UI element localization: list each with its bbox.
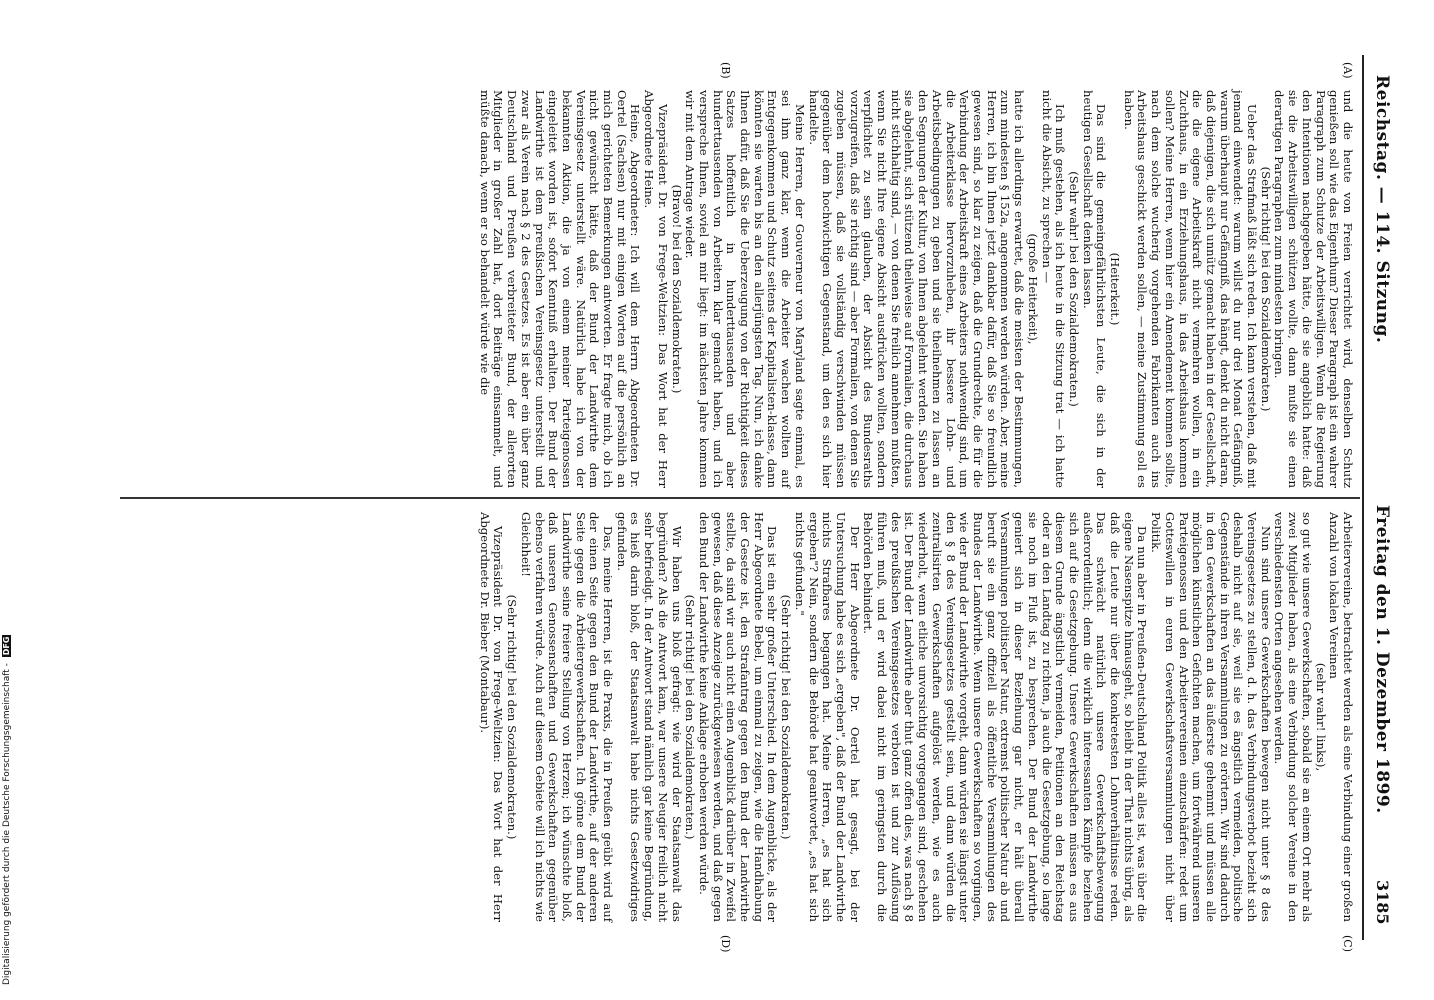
- paragraph: Der Herr Abgeordnete Dr. Oertel hat gesagt, bei der Untersuchung habe es sich „ergeben", daß der Bund der Landwirthe nichts Strafbares begangen hat. Meine Herren, „es hat sich ergeben"? Nein, sondern die Behörde hat geantwortet, „es hat sich nichts gefunden.": [792, 512, 862, 922]
- paragraph: Arbeitervereine, betrachtet werden als eine Verbindung einer großen Anzahl von lokalen Vereinen: [1327, 512, 1355, 922]
- margin-mark-b: (B): [719, 62, 732, 79]
- interjection: (Sehr richtig! bei den Sozialdemokraten.): [1258, 166, 1273, 412]
- speaker-paragraph: Vizepräsident Dr. von Frege-Weltzien: Das Wort hat der Herr Abgeordnete Heine.: [642, 90, 670, 488]
- speaker-paragraph: Heine, Abgeordneter: Ich will dem Herrn Abgeordneten Dr. Oertel (Sachsen) nur mit einigen Worten auf die persönlich an mich gerichteten Bemerkungen antworten. Er fragte mich, ob ich nicht gewünscht hätte, daß der Bund der Landwirthe dem Vereinsgesetz unterstellt wäre. Natürlich habe ich von der bekannten Aktion, die ja von einem meiner Parteigenossen eingeleitet worden ist, sofort Kenntniß erhalten. Der Bund der Landwirthe ist dem preußischen Vereinsgesetz unterstellt und zwar als Verein nach § 2 des Gesetzes. Es ist aber ein über ganz Deutschland und Preußen verbreiteter Bund, der allerorten Mitglieder in großer Zahl hat, dort Beiträge einsammelt, und müßte danach, wenn er so behandelt würde wie die: [477, 90, 643, 488]
- speaker-paragraph: Vizepräsident Dr. von Frege-Weltzien: Das Wort hat der Herr Abgeordnete Dr. Bieber (Montabaur).: [477, 512, 506, 922]
- dfg-logo: DFG: [2, 636, 11, 656]
- interjection: (Bravo! bei den Sozialdemokraten.): [669, 184, 684, 394]
- page-number: 3185: [1373, 880, 1392, 925]
- paragraph: und die heute von Freien verrichtet wird, denselben Schutz genießen soll wie das Eigenthum? Dieser Paragraph ist ein wahrer Paragraph zum Schutze der Arbeitswilligen. Wenn die Regierung den Intentionen nachgegeben hätte, die sie angeblich hatte: daß sie die Arbeitswilligen schützen wollte, dann mußte sie einen derartigen Paragraphen zum mindesten bringen.: [1272, 90, 1355, 488]
- paragraph: hatte ich allerdings erwartet, daß die meisten der Bestimmungen, zum mindesten § 152a, angenommen werden würden. Aber, meine Herren, ich bin Ihnen jetzt dankbar dafür, daß Sie so freundlich gewesen sind, so klar zu zeigen, daß die Grundrechte, die für die Verbindung der Arbeitskraft eines Arbeiters nothwendig sind, um die Arbeiterklasse hervorzuheben, ihr bessere Lohn- und Arbeitsbedingungen zu geben und sie theilnehmen zu lassen an den Segnungen der Kultur, von Ihnen abgelehnt werden. Sie haben sie abgelehnt, sich stützend theilweise auf Formalien, die durchaus nicht stichhaltig sind, — von denen Sie freilich annehmen mußten, wenn Sie nicht Ihre eigene Absicht ausdrücken wollten, sondern verpflichtet zu sein glauben, der Absicht des Bundesraths vorzugreifen, daß sie richtig sind — aber Formalien, von denen Sie zugeben müssen, daß sie vollständig verschwinden müssen gegenüber dem hochwichtigen Gegenstand, um den es sich hier handelte.: [806, 90, 1027, 488]
- column-divider: [120, 497, 1360, 499]
- interjection: (Sehr richtig! bei den Sozialdemokraten.): [683, 594, 698, 840]
- interjection: (Sehr richtig! bei den Sozialdemokraten.): [779, 594, 794, 840]
- interjection: (Sehr richtig! bei den Sozialdemokraten.): [505, 594, 520, 840]
- paragraph: Das sind die gemeingefährlichsten Leute, die sich in der heutigen Gesellschaft denken lassen.: [1080, 90, 1109, 488]
- digitization-credit: [2, 635, 12, 985]
- right-column: [477, 512, 1354, 922]
- interjection: (sehr wahr! links),: [1313, 662, 1328, 772]
- margin-mark-a: (A): [1341, 62, 1354, 79]
- paragraph: Da nun aber in Preußen-Deutschland Politik alles ist, was über die eigene Nasenspitze hinausgeht, so bleibt in der That nichts übrig, als daß die Leute nur über die konkretesten Lohnverhältnisse reden. Das schwächt natürlich unsere Gewerkschaftsbewegung außerordentlich; denn die wirklich interessanten Kämpfe beziehen sich auf die Gesetzgebung. Unsere Gewerkschaften müssen es aus diesem Grunde ängstlich vermeiden, Petitionen an den Reichstag oder an den Landtag zu richten, ja auch die Gesetzgebung, so lange sie noch im Fluß ist, zu besprechen. Der Bund der Landwirthe geniert sich in dieser Beziehung gar nicht, er hält überall Versammlungen politischer Natur, extremst politischer Natur ab und beruft sie ein ganz offiziell als öffentliche Versammlungen des Bundes der Landwirthe. Wenn unsere Gewerkschaften so vorgingen, wie der Bund der Landwirthe vorgeht, dann würden sie längst unter den § 8 des Vereinsgesetzes gestellt sein, und dann würden die zentralisirten Gewerkschaften aufgelöst werden, wie es auch wiederholt, wenn etliche unvorsichtig vorgegangen sind, geschehen ist. Der Bund der Landwirthe aber thut ganz offen dies, was nach § 8 des preußischen Vereinsgesetzes verboten ist und zur Auflösung führen muß, und er wird dabei nicht im geringsten durch die Behörden behindert.: [861, 512, 1150, 922]
- interjection: (Sehr wahr! bei den Sozialdemokraten.): [1066, 171, 1081, 407]
- paragraph: Das, meine Herren, ist die Praxis, die in Preußen geübt wird auf der einen Seite gegen den Bund der Landwirthe, auf der anderen Seite gegen die Arbeitergewerkschaften. Ich gönne dem Bund der Landwirthe seine freiere Stellung von Herzen; ich wünschte bloß, daß unseren Genossenschaften und Gewerkschaften gegenüber ebenso verfahren würde. Auch auf diesem Gebiete will ich nichts wie Gleichheit!: [518, 512, 616, 922]
- paragraph: Wir haben uns bloß gefragt: wie wird der Staatsanwalt das begründen? Als die Antwort kam, war unsere Neugier freilich nicht sehr befriedigt. In der Antwort stand nämlich gar keine Begründung, es hieß darin bloß, der Staatsanwalt habe nichts Gesetzwidriges gefunden.: [614, 512, 684, 922]
- interjection: (Heiterkeit.): [1108, 252, 1123, 326]
- margin-mark-c: (C): [1341, 935, 1354, 952]
- page-header-right: Freitag den 1. Dezember 1899.: [1372, 505, 1392, 814]
- paragraph: Ich muß gestehen, als ich heute in die Sitzung trat — ich hatte nicht die Absicht, zu sprechen —: [1039, 90, 1068, 488]
- paragraph: Nun sind unsere Gewerkschaften bewegen nicht unter § 8 des Vereinsgesetzes zu stellen, d. h. das Verbindungsverbot bezieht sich deshalb nicht auf sie, weil sie es ängstlich vermeiden, politische Gegenstände in ihren Versammlungen zu erörtern. Wir sind dadurch in den Gewerkschaften an das äußerste gehemmt und müssen alle möglichen künstlichen Gefichten machen, um fortwährend unseren Parteigenossen und den Arbeitervereinen einzuschärfen: redet um Gotteswillen in euren Gewerkschaftsversammlungen nicht über Politik.: [1149, 512, 1273, 922]
- left-column: [477, 90, 1354, 488]
- paragraph: Ueber das Strafmaß läßt sich reden. Ich kann verstehen, daß mit jemand einwendet: warum willst du nur drei Monat Gefängniß, warum überhaupt nur Gefängniß, das hängt, denkt du nicht daran, daß diejenigen, die sich unnütz gemacht haben in der Gesellschaft, die die eigene Arbeitskraft nicht vermehren wollen, in ein Zuchthaus, in ein Erziehungshaus, in das Arbeitshaus kommen sollen? Meine Herren, wenn hier ein Amendement kommen sollte, nach dem solche wucherig vorgehenden Fabrikanten auch ins Arbeitshaus geschickt werden sollen, — meine Zustimmung soll es haben.: [1121, 90, 1260, 488]
- paragraph: so gut wie unsere Gewerkschaften, sobald sie an einem Ort mehr als zwei Mitglieder haben, als eine Verbindung solcher Vereine in den verschiedensten Orten angesehen werden.: [1272, 512, 1314, 922]
- paragraph: Meine Herren, der Gouverneur von Maryland sagte einmal, es sei ihm ganz klar, wenn die Arbeiter wachen wollten auf Entgegenkommen und Schutz seitens der Kapitalisten-klasse, dann könnten sie warten bis an den allerjüngsten Tag. Nun, ich danke Ihnen dafür, daß Sie die Ueberzeugung von der Richtigkeit dieses Satzes hoffentlich in hunderttausenden und aber hunderttausenden von Arbeitern klar gemacht haben, und ich verspreche Ihnen, soviel an mir liegt: im nächsten Jahre kommen wir mit dem Antrage wieder.: [683, 90, 807, 488]
- page-header-left: Reichstag. — 114. Sitzung.: [1372, 75, 1392, 344]
- interjection: (große Heiterkeit),: [1025, 233, 1040, 345]
- paragraph: Das ist ein sehr großer Unterschied. In dem Augenblicke, als der Herr Abgeordnete Bebel, um einmal zu zeigen, wie die Handhabung der Gesetze ist, den Strafantrag gegen den Bund der Landwirthe stellte, da sind wir auch nicht einen Augenblick darüber in Zweifel gewesen, daß diese Anzeige zurückgewiesen werden, und daß gegen den Bund der Landwirthe keine Anklage erhoben werden würde.: [696, 512, 780, 922]
- credit-text: Digitalisierung gefördert durch die Deutsche Forschungsgemeinschaft -: [2, 663, 12, 985]
- header-rule: [1362, 55, 1364, 940]
- margin-mark-d: (D): [719, 935, 732, 953]
